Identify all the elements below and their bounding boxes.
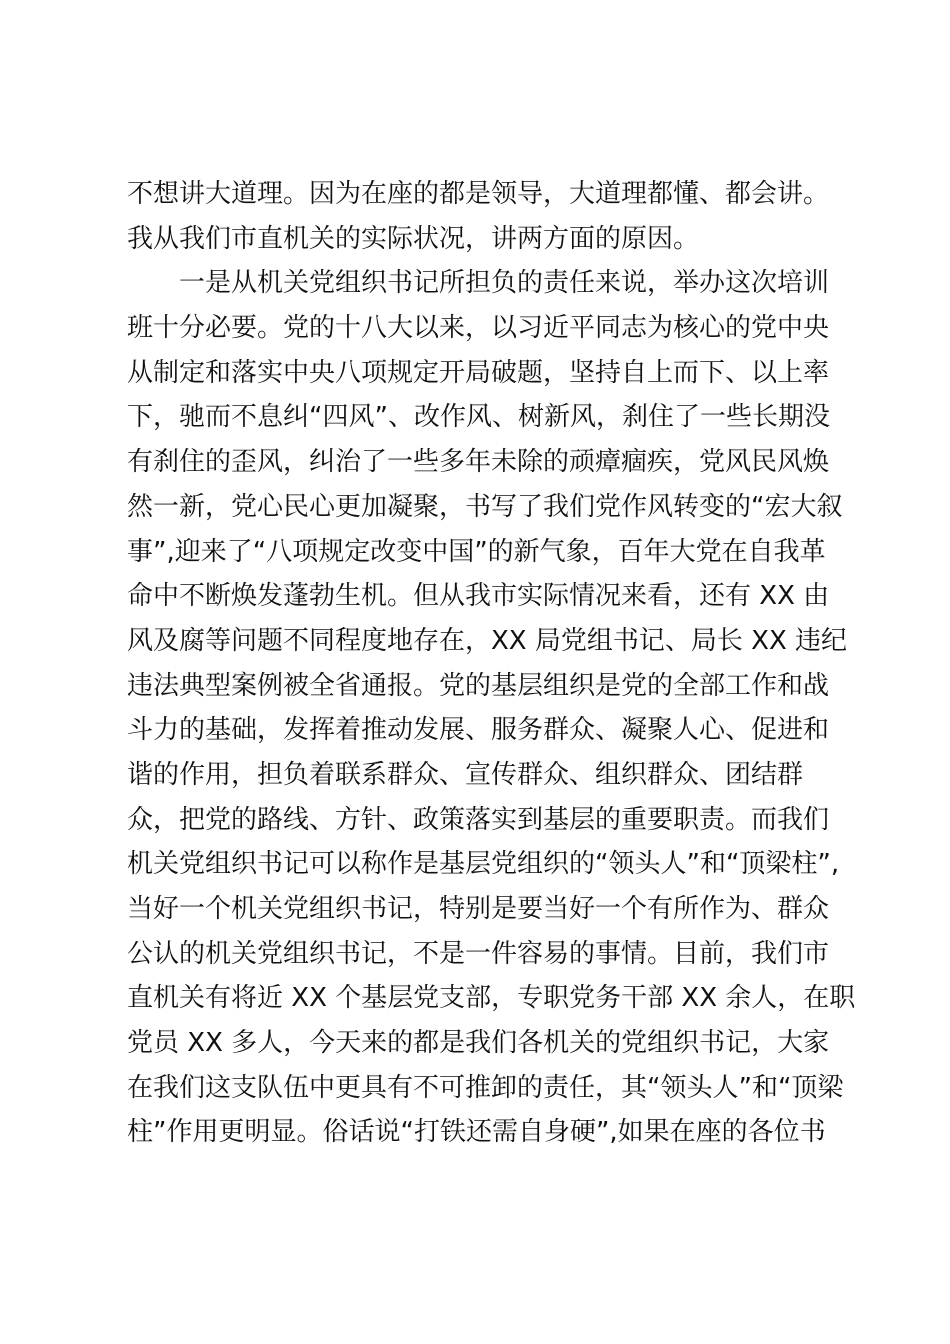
- text-line: 斗力的基础，发挥着推动发展、服务群众、凝聚人心、促进和: [127, 715, 830, 746]
- text-line: 柱”作用更明显。俗话说“打铁还需自身硬”,如果在座的各位书: [127, 1117, 826, 1148]
- text-line: 班十分必要。党的十八大以来，以习近平同志为核心的党中央: [127, 313, 830, 344]
- text-line: 违法典型案例被全省通报。党的基层组织是党的全部工作和战: [127, 670, 830, 701]
- text-line: 我从我们市直机关的实际状况，讲两方面的原因。: [127, 223, 700, 254]
- text-line: 下，驰而不息纠“四风”、改作风、树新风，刹住了一些长期没: [127, 402, 830, 433]
- text-line: 命中不断焕发蓬勃生机。但从我市实际情况来看，还有 XX 由: [127, 581, 830, 612]
- body-text: [127, 172, 856, 1155]
- text-line: 当好一个机关党组织书记，特别是要当好一个有所作为、群众: [127, 894, 830, 924]
- text-line: 有刹住的歪风，纠治了一些多年未除的顽瘴痼疾，党风民风焕: [127, 447, 830, 478]
- text-line: 然一新，党心民心更加凝聚，书写了我们党作风转变的“宏大叙: [127, 491, 843, 522]
- text-line: 党员 XX 多人，今天来的都是我们各机关的党组织书记，大家: [127, 1028, 830, 1059]
- text-line: 从制定和落实中央八项规定开局破题，坚持自上而下、以上率: [127, 357, 830, 388]
- text-line: 谐的作用，担负着联系群众、宣传群众、组织群众、团结群: [127, 759, 804, 790]
- paragraph-first-line: 一是从机关党组织书记所担负的责任来说，举办这次培训: [179, 268, 830, 299]
- text-line: 风及腐等问题不同程度地存在，XX 局党组书记、局长 XX 违纪: [127, 625, 848, 656]
- text-line: 事”,迎来了“八项规定改变中国”的新气象，百年大党在自我革: [127, 536, 826, 567]
- text-line: 不想讲大道理。因为在座的都是领导，大道理都懂、都会讲。: [127, 179, 830, 209]
- text-line: 在我们这支队伍中更具有不可推卸的责任，其“领头人”和“顶梁: [127, 1072, 844, 1103]
- text-line: 众，把党的路线、方针、政策落实到基层的重要职责。而我们: [127, 804, 830, 835]
- text-line: 机关党组织书记可以称作是基层党组织的“领头人”和“顶梁柱”,: [127, 849, 840, 880]
- text-line: 直机关有将近 XX 个基层党支部，专职党务干部 XX 余人，在职: [127, 983, 856, 1014]
- text-line: 公认的机关党组织书记，不是一件容易的事情。目前，我们市: [127, 938, 830, 969]
